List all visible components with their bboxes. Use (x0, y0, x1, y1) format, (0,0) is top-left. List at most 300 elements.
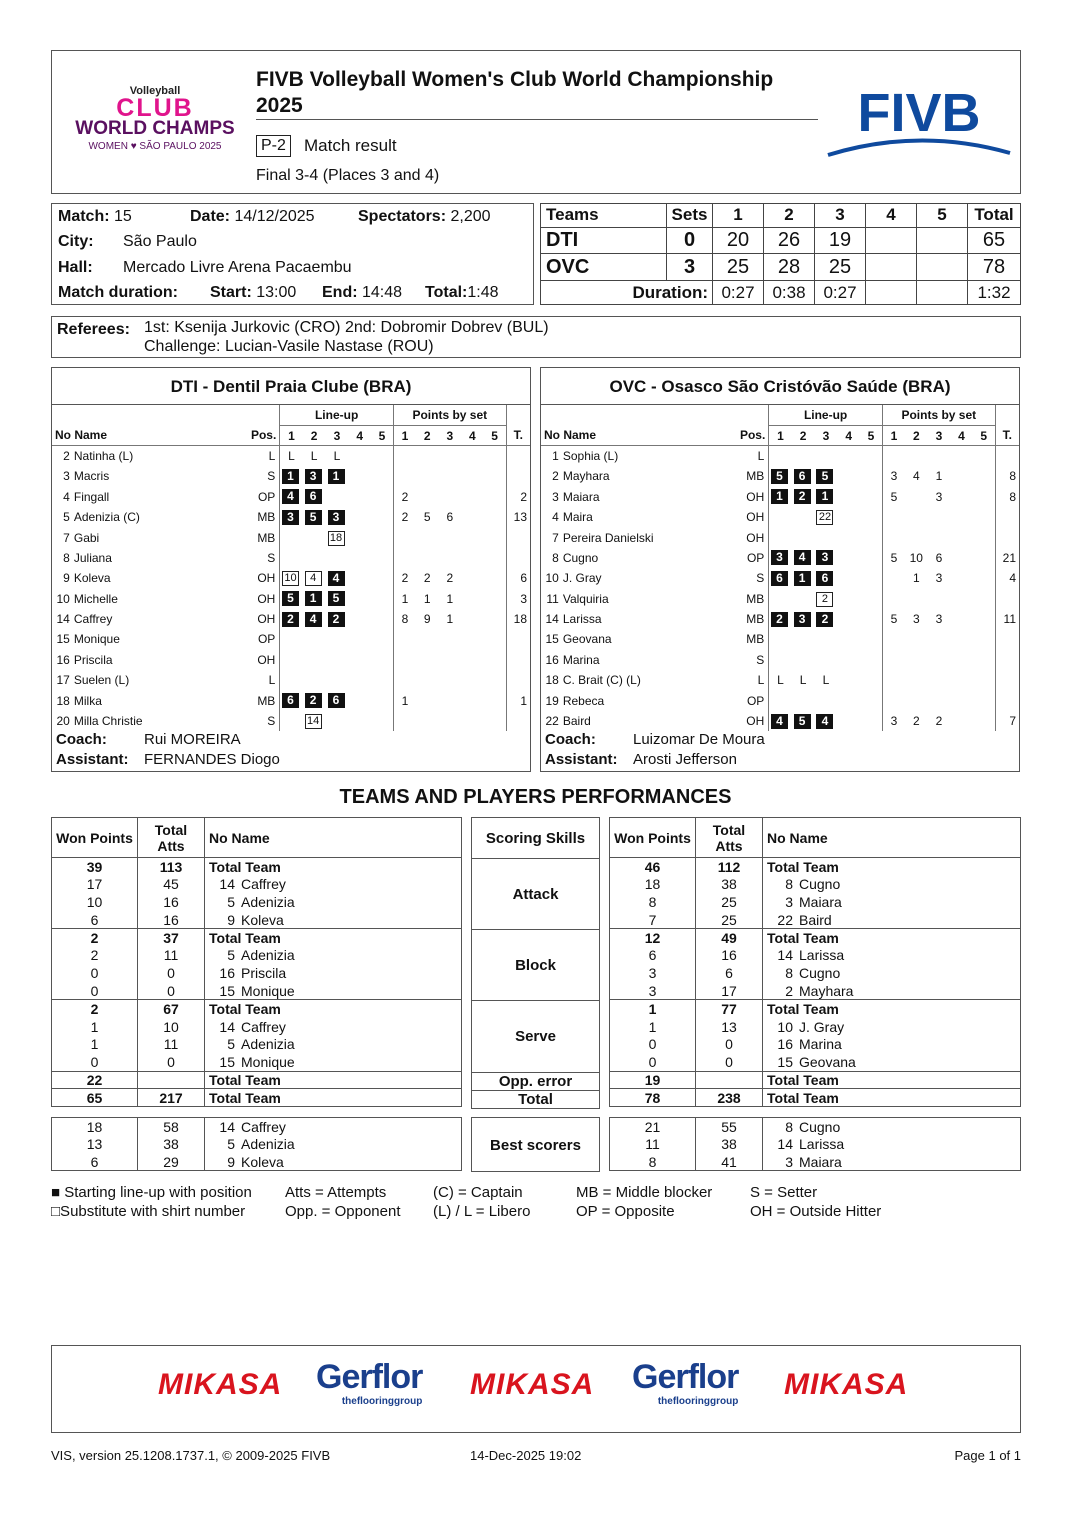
player-name: Suelen (L) (73, 673, 130, 688)
points-cell (439, 670, 462, 690)
points-cell (461, 568, 484, 588)
team-roster-ovc (540, 367, 1020, 772)
points-cell (950, 589, 973, 609)
starting-position-box: 3 (282, 510, 299, 525)
lineup-cell (837, 589, 860, 609)
player-name: Caffrey (241, 1118, 286, 1135)
total-atts: 25 (696, 893, 763, 911)
report-header (51, 50, 1021, 194)
player-position: MB (746, 632, 765, 647)
points-cell (905, 650, 928, 670)
player-number: 18 (545, 673, 559, 688)
won-points-header: Won Points (52, 818, 138, 858)
lineup-cell (769, 487, 792, 507)
player-number: 9 (63, 571, 70, 586)
no-name-header: No Name (205, 818, 462, 858)
player-perf-row (52, 946, 462, 964)
points-cell (973, 609, 996, 629)
player-row (541, 670, 1019, 690)
lineup-cell (371, 487, 394, 507)
points-header: Points by set (882, 405, 995, 425)
best-scorer-row (52, 1118, 462, 1136)
no-name-header: No Name (763, 818, 1021, 858)
team-total-row (52, 929, 462, 947)
lineup-cell (792, 711, 815, 731)
won-points: 65 (52, 1089, 138, 1107)
lineup-cell (280, 466, 303, 486)
points-cell (928, 690, 951, 710)
lineup-cell (348, 690, 371, 710)
lineup-cell (860, 650, 883, 670)
won-points: 8 (610, 893, 696, 911)
points-cell: 3 (935, 571, 943, 586)
lineup-cell (860, 507, 883, 527)
lineup-cell (280, 548, 303, 568)
lineup-cell (371, 446, 394, 466)
lineup-cell (326, 446, 349, 466)
player-perf-row (610, 964, 1021, 982)
scoring-skills (471, 817, 600, 1109)
points-cell (461, 650, 484, 670)
player-number: 17 (56, 673, 70, 688)
points-cell: 6 (446, 510, 454, 525)
spectators-label: Spectators: (358, 208, 447, 225)
lineup-cell (769, 629, 792, 649)
lineup-cell (326, 487, 349, 507)
points-cell: 5 (423, 510, 431, 525)
total-atts: 38 (138, 1135, 205, 1153)
lineup-cell (792, 568, 815, 588)
lineup-cell (371, 568, 394, 588)
points-cell (416, 466, 439, 486)
player-row (52, 466, 530, 486)
substitute-box: 22 (816, 510, 833, 525)
total-atts: 112 (696, 858, 763, 876)
legend-item: □Substitute with shirt number (51, 1203, 246, 1220)
total-points (995, 650, 1019, 670)
points-cell (882, 446, 905, 466)
lineup-cell (348, 568, 371, 588)
total-label: Total: (425, 284, 468, 301)
won-points: 0 (52, 1053, 138, 1071)
lineup-cell (815, 568, 838, 588)
player-position: L (757, 673, 765, 688)
points-cell (882, 629, 905, 649)
lineup-cell (280, 629, 303, 649)
lineup-cell (303, 446, 326, 466)
assistant-name: FERNANDES Diogo (144, 751, 280, 768)
player-number: 10 (777, 1018, 793, 1035)
total-points (995, 527, 1019, 547)
points-cell (950, 609, 973, 629)
skills-header: Scoring Skills (472, 818, 600, 859)
points-cell (439, 650, 462, 670)
lineup-cell (348, 487, 371, 507)
player-row (541, 711, 1019, 731)
total-points (995, 446, 1019, 466)
total-atts: 0 (138, 1053, 205, 1071)
perf-name-cell (205, 1018, 462, 1036)
lineup-cell (769, 548, 792, 568)
coach-name: Luizomar De Moura (633, 731, 765, 748)
best-scorer-row (52, 1135, 462, 1153)
player-number: 5 (227, 1036, 235, 1053)
performance-header-row (610, 818, 1021, 858)
total-atts-header: Total Atts (696, 818, 763, 858)
lineup-cell (860, 690, 883, 710)
player-number: 2 (63, 449, 70, 464)
points-cell: 3 (882, 711, 905, 731)
player-name: Maiara (799, 1153, 842, 1170)
won-points: 2 (52, 946, 138, 964)
club-world-champs-logo (60, 79, 250, 169)
lineup-cell (792, 650, 815, 670)
player-number: 14 (56, 612, 70, 627)
points-cell (905, 629, 928, 649)
player-row (541, 446, 1019, 466)
total-atts: 77 (696, 1000, 763, 1018)
total-header: T. (995, 425, 1019, 445)
player-number: 19 (545, 693, 559, 708)
total-atts: 0 (138, 982, 205, 1000)
lineup-cell (769, 711, 792, 731)
roster-table (541, 405, 1019, 731)
player-number: 3 (552, 489, 559, 504)
sets-won: 3 (667, 254, 713, 281)
won-points: 21 (610, 1118, 696, 1136)
legend-item: (C) = Captain (433, 1184, 523, 1201)
player-number: 8 (63, 550, 70, 565)
team-total-row (52, 858, 462, 876)
starting-position-box: 4 (282, 489, 299, 504)
skill-attack: Attack (472, 859, 600, 930)
points-cell (973, 650, 996, 670)
gerflor-logo (632, 1360, 738, 1407)
lineup-cell (837, 548, 860, 568)
perf-name-cell (763, 964, 1021, 982)
doc-name: Match result (304, 136, 397, 155)
won-points: 46 (610, 858, 696, 876)
lineup-cell (860, 670, 883, 690)
points-cell (484, 466, 507, 486)
skill-total: Total (472, 1090, 600, 1108)
player-row (52, 589, 530, 609)
points-cell (973, 690, 996, 710)
points-cell: 4 (912, 469, 920, 484)
lineup-cell (280, 711, 303, 731)
player-row (541, 548, 1019, 568)
gerflor-tagline: theflooringgroup (657, 1396, 739, 1407)
points-cell (950, 629, 973, 649)
skill-block: Block (472, 930, 600, 1001)
points-cell (416, 548, 439, 568)
lineup-cell (348, 629, 371, 649)
total-points (995, 589, 1019, 609)
points-cell (905, 507, 928, 527)
lineup-cell (371, 507, 394, 527)
points-cell (882, 690, 905, 710)
player-name: Adenizia (241, 1136, 295, 1153)
points-cell (484, 670, 507, 690)
won-points: 13 (52, 1135, 138, 1153)
won-points: 39 (52, 858, 138, 876)
lineup-cell (303, 711, 326, 731)
lineup-cell (769, 466, 792, 486)
won-points: 19 (610, 1071, 696, 1089)
player-number: 2 (552, 469, 559, 484)
points-cell (439, 548, 462, 568)
match-phase: Final 3-4 (Places 3 and 4) (256, 167, 440, 184)
points-cell (950, 466, 973, 486)
lineup-set-header: 2 (799, 428, 807, 443)
perf-name-cell (205, 875, 462, 893)
lineup-cell (815, 446, 838, 466)
lineup-cell (815, 487, 838, 507)
lineup-cell (280, 690, 303, 710)
page-title: FIVB Volleyball Women's Club World Championship 2025 (256, 68, 774, 117)
lineup-set-header: 5 (867, 428, 875, 443)
player-name: Mayhara (562, 469, 610, 484)
lineup-cell (303, 690, 326, 710)
player-name: Marina (562, 652, 600, 667)
points-cell (439, 690, 462, 710)
won-points: 6 (610, 946, 696, 964)
gerflor-logo-text: Gerflor (632, 1358, 739, 1396)
lineup-cell (769, 527, 792, 547)
won-points: 0 (52, 982, 138, 1000)
player-row (52, 548, 530, 568)
total-atts: 29 (138, 1153, 205, 1171)
team-total-row (52, 1071, 462, 1089)
player-number: 10 (56, 591, 70, 606)
points-cell (973, 548, 996, 568)
perf-name-cell (205, 982, 462, 1000)
player-perf-row (610, 875, 1021, 893)
lineup-cell (837, 670, 860, 690)
footer-version: VIS, version 25.1208.1737.1, © 2009-2025 FIVB (51, 1448, 331, 1463)
player-number: 22 (777, 911, 793, 928)
points-cell (905, 446, 928, 466)
lineup-cell (837, 609, 860, 629)
total-atts: 113 (138, 858, 205, 876)
player-row (52, 487, 530, 507)
perf-name-cell (763, 1035, 1021, 1053)
lineup-cell (792, 466, 815, 486)
lineup-cell (326, 650, 349, 670)
team-total-row (610, 1089, 1021, 1107)
total-points: 6 (506, 568, 530, 588)
points-cell (484, 650, 507, 670)
starting-position-box: 2 (794, 489, 811, 504)
lineup-cell (326, 527, 349, 547)
best-scorer-row (610, 1135, 1021, 1153)
points-cell (905, 690, 928, 710)
player-number: 16 (545, 652, 559, 667)
starting-position-box: 2 (816, 612, 833, 627)
points-cell (882, 527, 905, 547)
score-table (540, 203, 1021, 305)
points-cell: 5 (882, 609, 905, 629)
legend-item: OH = Outside Hitter (750, 1203, 882, 1220)
no-name-header: No Name (544, 428, 597, 443)
player-number: 5 (227, 947, 235, 964)
player-position: OP (257, 632, 276, 647)
team-total-row (610, 1000, 1021, 1018)
player-row (541, 568, 1019, 588)
lineup-cell (348, 446, 371, 466)
lineup-cell (371, 690, 394, 710)
lineup-cell (792, 548, 815, 568)
roster-header-blank (995, 405, 1019, 425)
substitute-box: 4 (305, 571, 322, 586)
best-scorers-ovc (609, 1117, 1021, 1171)
lineup-set-header: 3 (333, 428, 341, 443)
lineup-cell (303, 466, 326, 486)
lineup-cell (280, 487, 303, 507)
lineup-cell (280, 589, 303, 609)
lineup-cell (860, 446, 883, 466)
total-points: 2 (506, 487, 530, 507)
perf-name-cell (763, 929, 1021, 947)
roster-header-blank (541, 405, 769, 425)
points-cell (439, 629, 462, 649)
set-score: 20 (713, 227, 764, 254)
lineup-cell (303, 609, 326, 629)
points-cell (416, 487, 439, 507)
points-cell (973, 507, 996, 527)
referees (51, 316, 1021, 358)
player-name: Total Team (209, 1071, 281, 1088)
lineup-cell (837, 466, 860, 486)
player-position: L (268, 673, 276, 688)
total-points: 1 (506, 690, 530, 710)
total-points (506, 548, 530, 568)
points-cell (882, 670, 905, 690)
player-number: 14 (219, 876, 235, 893)
lineup-cell (348, 650, 371, 670)
best-scorer-row (610, 1118, 1021, 1136)
lineup-cell (326, 589, 349, 609)
team-total-row (52, 1089, 462, 1107)
match-number: 15 (114, 208, 132, 225)
won-points: 6 (52, 1153, 138, 1171)
points-cell: 2 (935, 714, 943, 729)
lineup-cell (303, 548, 326, 568)
set-score (866, 227, 917, 254)
total-points: 13 (506, 507, 530, 527)
total-atts: 217 (138, 1089, 205, 1107)
points-cell: 9 (423, 612, 431, 627)
performance-header-row (52, 818, 462, 858)
lineup-set-header: 3 (822, 428, 830, 443)
points-cell (484, 507, 507, 527)
player-name: Total Team (209, 929, 281, 946)
player-number: 3 (785, 893, 793, 910)
perf-name-cell (205, 1071, 462, 1089)
substitute-box: 14 (305, 714, 322, 729)
points-cell: 2 (446, 571, 454, 586)
player-position: OH (746, 530, 765, 545)
player-position: S (756, 571, 765, 586)
player-position: MB (257, 510, 276, 525)
lineup-cell (280, 650, 303, 670)
duration-row-label: Duration: (541, 281, 713, 305)
total-points (506, 446, 530, 466)
lineup-cell (371, 711, 394, 731)
points-cell (882, 589, 905, 609)
libero-mark: L (310, 449, 318, 464)
lineup-cell (280, 609, 303, 629)
player-perf-row (610, 893, 1021, 911)
total-points (995, 670, 1019, 690)
won-points: 3 (610, 982, 696, 1000)
skill-serve: Serve (472, 1001, 600, 1072)
starting-position-box: 3 (771, 550, 788, 565)
best-scorer-row (610, 1153, 1021, 1171)
set-score (917, 254, 968, 281)
won-points: 1 (610, 1000, 696, 1018)
player-position: MB (257, 693, 276, 708)
score-header: Total (968, 204, 1021, 228)
points-cell (928, 507, 951, 527)
points-cell (461, 670, 484, 690)
total-atts: 38 (696, 1135, 763, 1153)
starting-position-box: 6 (305, 489, 322, 504)
player-name: Sophia (L) (562, 449, 619, 464)
hall-value: Mercado Livre Arena Pacaembu (123, 259, 352, 276)
player-name: Larissa (799, 947, 845, 964)
points-cell (484, 711, 507, 731)
lineup-cell (792, 670, 815, 690)
player-position: OP (746, 550, 765, 565)
mikasa-logo: MIKASA (470, 1368, 595, 1401)
total-atts: 238 (696, 1089, 763, 1107)
points-cell (882, 507, 905, 527)
won-points: 2 (52, 929, 138, 947)
player-name: Caffrey (241, 1018, 286, 1035)
doc-code-badge: P-2 (256, 135, 291, 157)
total-atts (138, 1071, 205, 1089)
lineup-cell (792, 507, 815, 527)
lineup-cell (769, 609, 792, 629)
player-position: S (267, 550, 276, 565)
lineup-cell (860, 487, 883, 507)
points-cell (439, 527, 462, 547)
total-points (995, 690, 1019, 710)
player-name: Total Team (209, 1001, 281, 1018)
player-number: 8 (785, 965, 793, 982)
perf-name-cell (205, 1153, 462, 1171)
player-number: 14 (219, 1118, 235, 1135)
no-name-header: No Name (55, 428, 108, 443)
score-header: Teams (541, 204, 667, 228)
player-name: Koleva (73, 571, 111, 586)
player-number: 9 (227, 911, 235, 928)
lineup-cell (371, 650, 394, 670)
points-cell: 3 (935, 489, 943, 504)
set-score: 28 (764, 254, 815, 281)
perf-name-cell (763, 1135, 1021, 1153)
won-points: 1 (52, 1035, 138, 1053)
player-name: Total Team (767, 1071, 839, 1088)
total-duration: 1:32 (968, 281, 1021, 305)
lineup-cell (860, 568, 883, 588)
player-name: J. Gray (799, 1018, 845, 1035)
lineup-cell (303, 650, 326, 670)
starting-position-box: 1 (328, 469, 345, 484)
player-position: MB (746, 612, 765, 627)
coach-label: Coach: (545, 731, 596, 748)
